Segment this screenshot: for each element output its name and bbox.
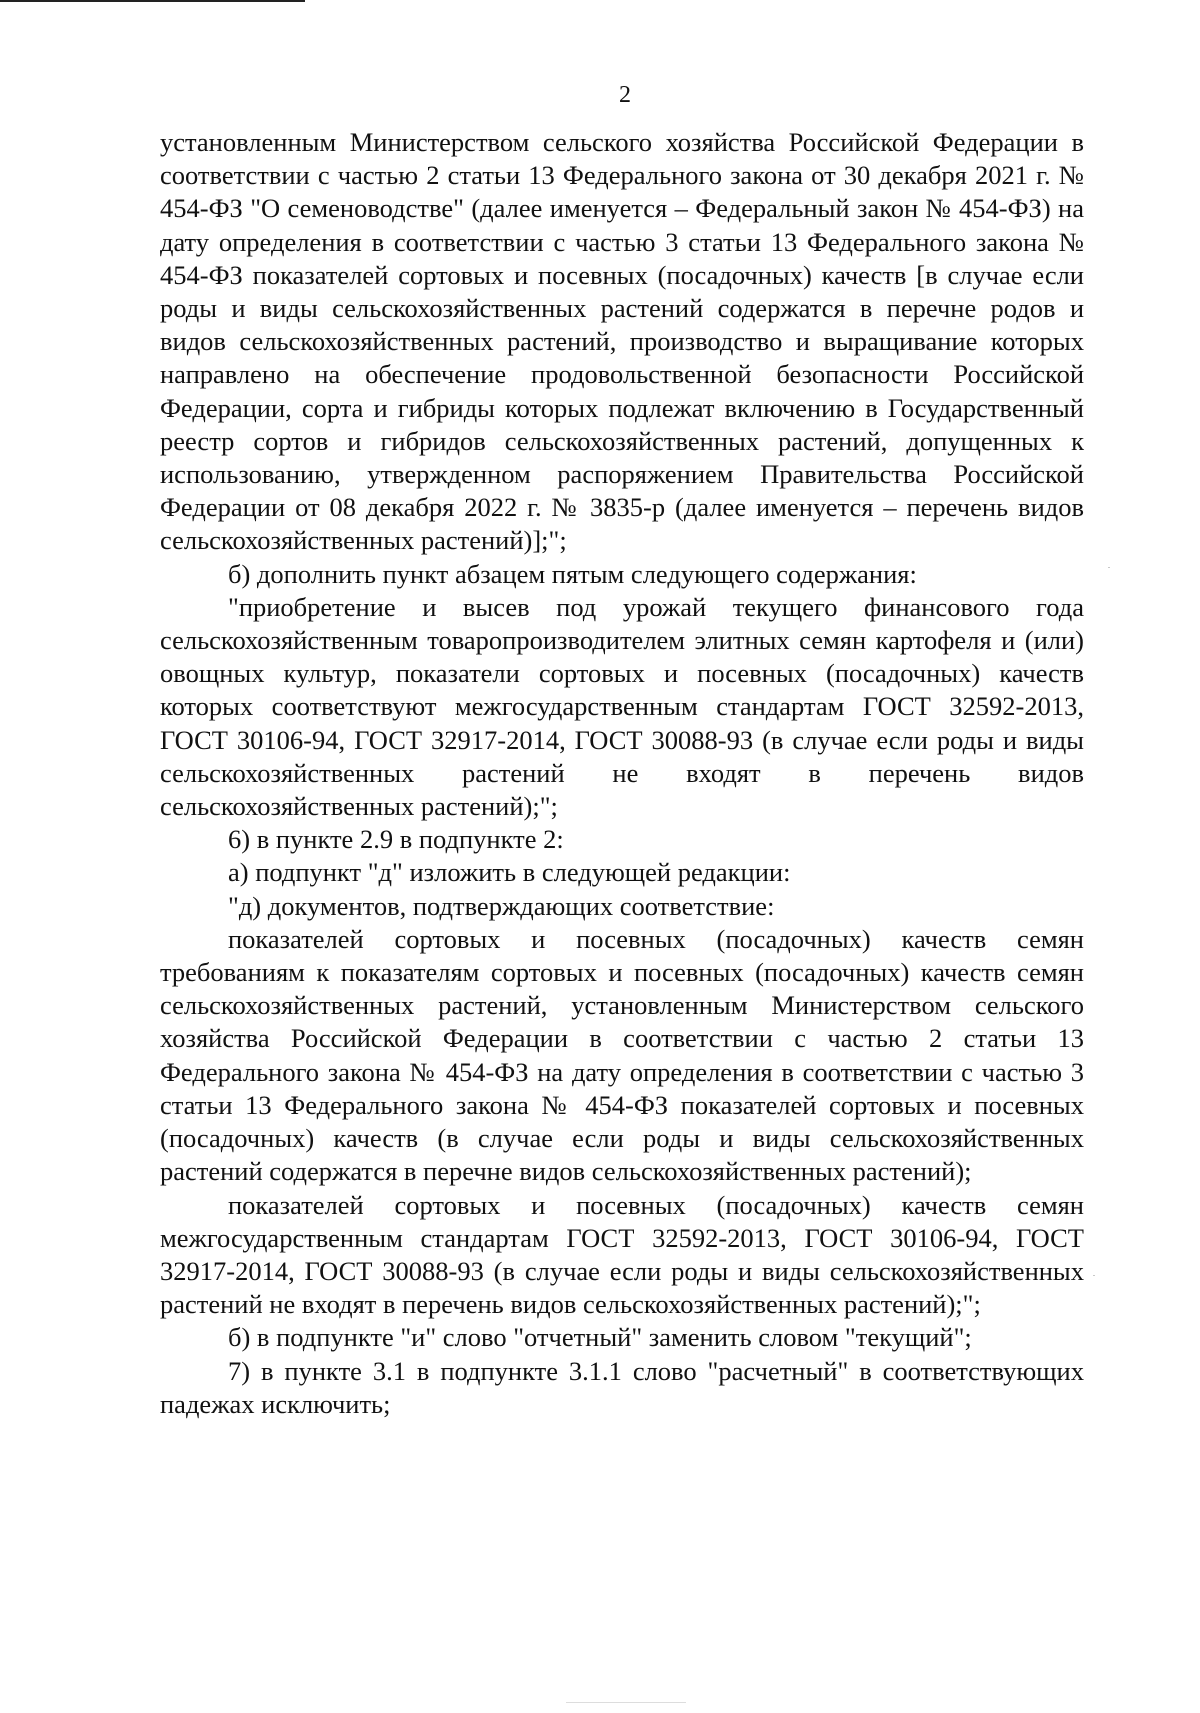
scan-speck [1093, 1275, 1095, 1276]
page-number: 2 [619, 82, 631, 108]
scan-speck [566, 1702, 686, 1703]
paragraph: 6) в пункте 2.9 в подпункте 2: [228, 824, 564, 855]
paragraph: показателей сортовых и посевных (посадочных) качеств семян межгосударственным стандартам ГОСТ 32592-2013, ГОСТ 30106-94, ГОСТ 32917-2014, ГОСТ 30088-93 (в случае если роды и виды сельскохозяйственных растений не входят в перечень видов сельскохозяйственных растений);"; [160, 1189, 1084, 1320]
paragraph: "приобретение и высев под урожай текущего финансового года сельскохозяйственным товаропроизводителем элитных семян картофеля и (или) овощных культур, показатели сортовых и посевных (посадочных) качеств которых соответствуют межгосударственным стандартам ГОСТ 32592-2013, ГОСТ 30106-94, ГОСТ 32917-2014, ГОСТ 30088-93 (в случае если роды и виды сельскохозяйственных растений не входят в перечень видов сельскохозяйственных растений);"; [160, 591, 1084, 822]
paragraph: б) дополнить пункт абзацем пятым следующего содержания: [228, 558, 917, 589]
document-body [160, 126, 1084, 1421]
paragraph: установленным Министерством сельского хозяйства Российской Федерации в соответствии с частью 2 статьи 13 Федерального закона от 30 декабря 2021 г. № 454-ФЗ "О семеноводстве" (далее именуется – Федеральный закон № 454-ФЗ) на дату определения в соответствии с частью 3 статьи 13 Федерального закона № 454-ФЗ показателей сортовых и посевных (посадочных) качеств [в случае если роды и виды сельскохозяйственных растений содержатся в перечне родов и видов сельскохозяйственных растений, производство и выращивание которых направлено на обеспечение продовольственной безопасности Российской Федерации, сорта и гибриды которых подлежат включению в Государственный реестр сортов и гибридов сельскохозяйственных растений, допущенных к использованию, утвержденном распоряжением Правительства Российской Федерации от 08 декабря 2022 г. № 3835-р (далее именуется – перечень видов сельскохозяйственных растений)];"; [160, 127, 1084, 556]
paragraph: а) подпункт "д" изложить в следующей редакции: [228, 857, 791, 888]
paragraph: "д) документов, подтверждающих соответствие: [228, 890, 775, 921]
paragraph: 7) в пункте 3.1 в подпункте 3.1.1 слово "расчетный" в соответствующих падежах исключить; [160, 1355, 1084, 1419]
paragraph: показателей сортовых и посевных (посадочных) качеств семян требованиям к показателям сортовых и посевных (посадочных) качеств семян сельскохозяйственных растений, установленным Министерством сельского хозяйства Российской Федерации в соответствии с частью 2 статьи 13 Федерального закона № 454-ФЗ на дату определения в соответствии с частью 3 статьи 13 Федерального закона № 454-ФЗ показателей сортовых и посевных (посадочных) качеств (в случае если роды и виды сельскохозяйственных растений содержатся в перечне видов сельскохозяйственных растений); [160, 923, 1084, 1187]
paragraph: б) в подпункте "и" слово "отчетный" заменить словом "текущий"; [228, 1322, 972, 1353]
scan-speck [1108, 567, 1110, 568]
top-edge-line [0, 0, 305, 2]
